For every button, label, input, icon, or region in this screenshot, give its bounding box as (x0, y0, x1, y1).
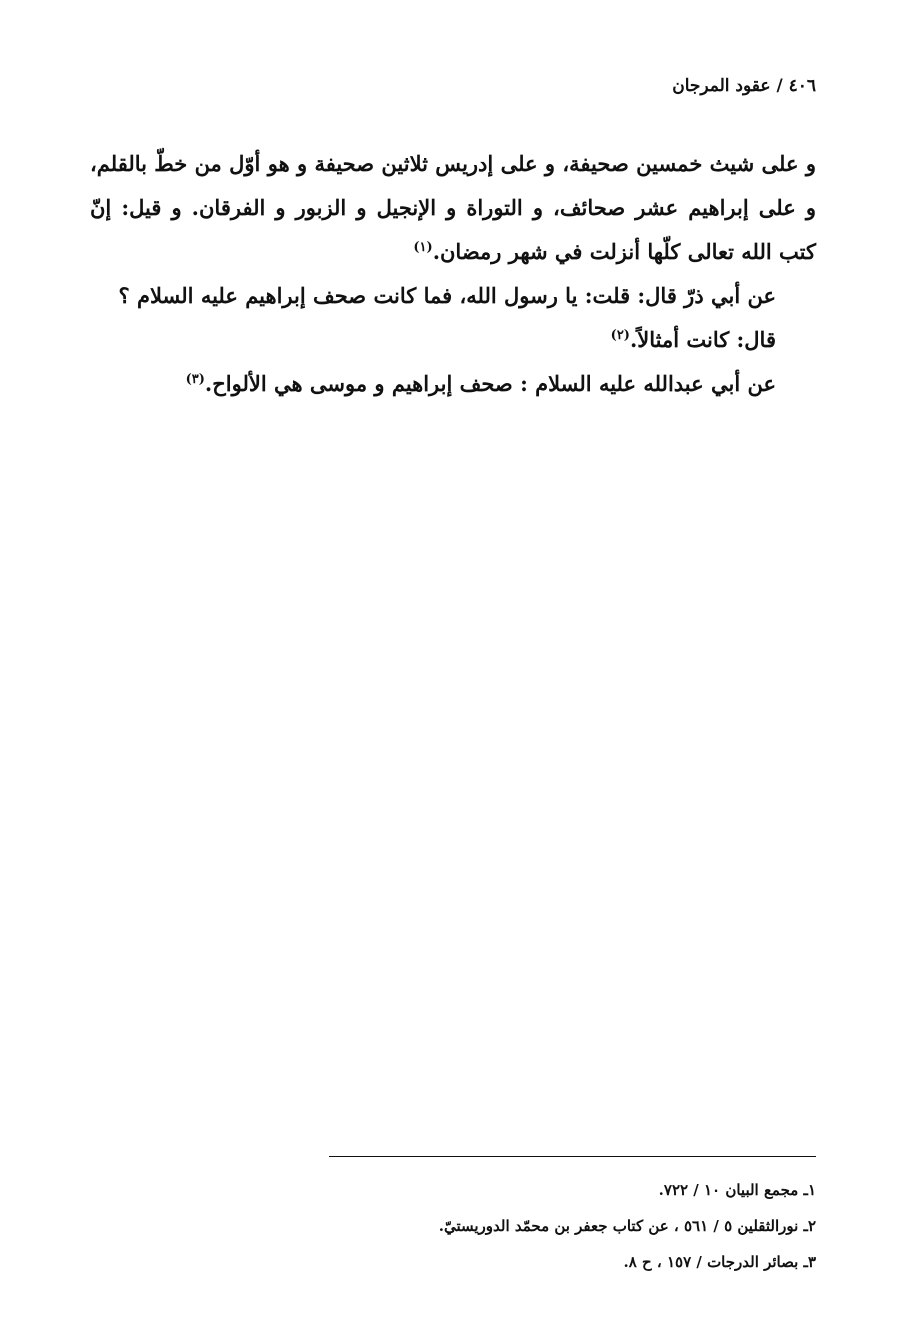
footnote-ref-3: (٣) (185, 372, 205, 387)
footnotes (216, 1172, 816, 1280)
footnote-3: ٣ـ بصائر الدرجات / ١٥٧ ، ح ٨. (623, 1253, 816, 1271)
footnote-ref-1: (١) (413, 240, 433, 255)
header-separator: / (776, 76, 783, 96)
running-header (672, 76, 816, 96)
paragraph-1 (90, 142, 816, 274)
book-title: عقود المرجان (672, 76, 771, 96)
footnote-2: ٢ـ نورالثقلين ٥ / ٥٦١ ، عن كتاب جعفر بن محمّد الدوريستيّ. (438, 1217, 816, 1235)
paragraph-3-text: عن أبي عبدالله عليه السلام : صحف إبراهيم و موسى هي الألواح. (204, 371, 776, 396)
paragraph-3 (90, 362, 816, 406)
footnote-ref-2: (٢) (610, 328, 630, 343)
footnote-divider (329, 1156, 816, 1157)
page-number: ٤٠٦ (788, 76, 816, 96)
paragraph-2-text: عن أبي ذرّ قال: قلت: يا رسول الله، فما كانت صحف إبراهيم عليه السلام ؟ قال: كانت أمثالاً. (118, 283, 776, 352)
paragraph-2 (90, 274, 816, 362)
paragraph-1-text: و على شيث خمسين صحيفة، و على إدريس ثلاثين صحيفة و هو أوّل من خطّ بالقلم، و على إبراهيم عشر صحائف، و التوراة و الإنجيل و الزبور و الفرقان. و قيل: إنّ كتب الله تعالى كلّها أنزلت في شهر رمضان. (90, 151, 816, 264)
main-text (90, 142, 816, 406)
footnote-1: ١ـ مجمع البيان ١٠ / ٧٢٢. (658, 1181, 816, 1199)
